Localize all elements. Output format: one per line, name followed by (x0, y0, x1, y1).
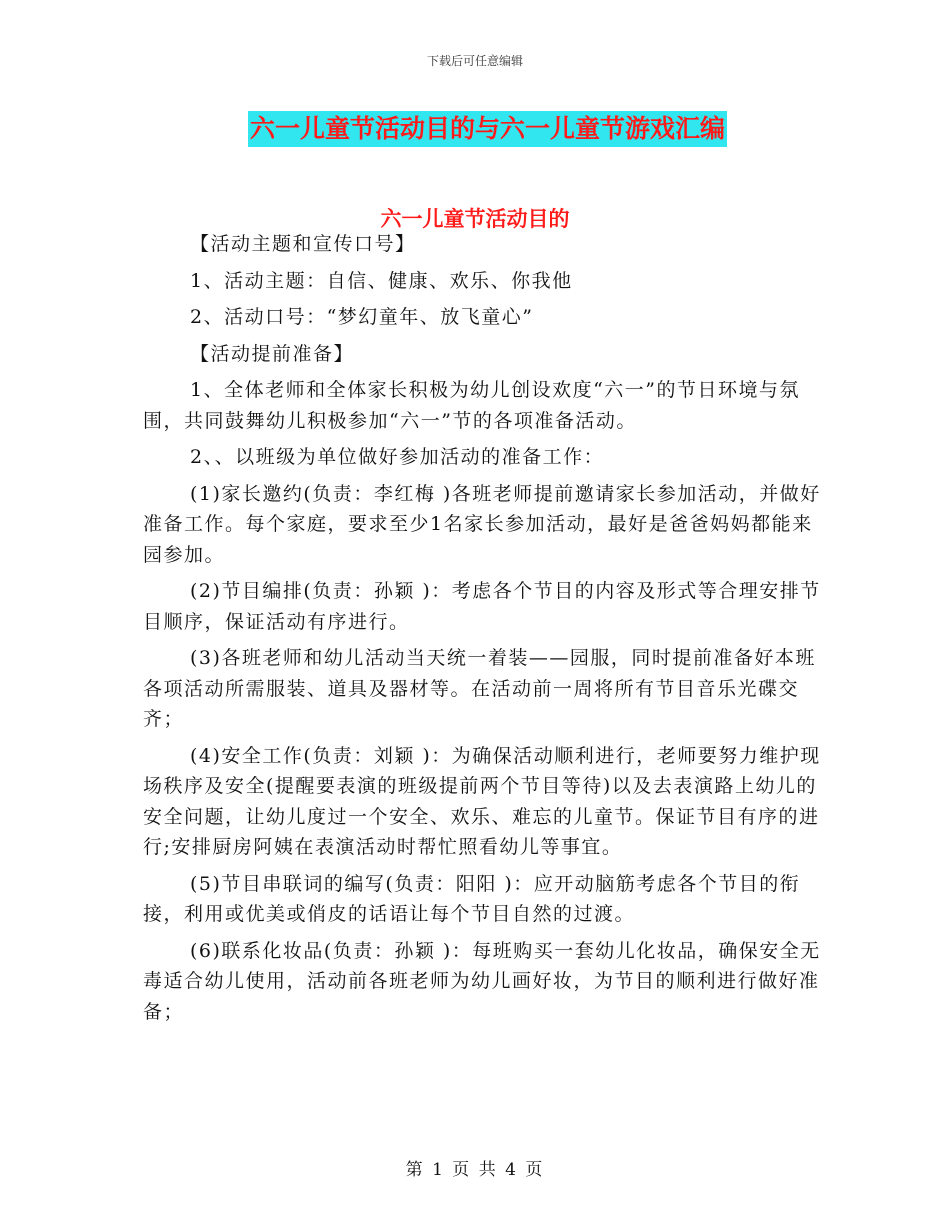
paragraph-prep-heading: 【活动提前准备】 (190, 342, 355, 365)
paragraph-item-6: (6)联系化妆品(负责：孙颖 )：每班购买一套幼儿化妆品，确保安全无毒适合幼儿使用，活动前各班老师为幼儿画好妆，为节目的顺利进行做好准备； (143, 939, 821, 1023)
section-title: 六一儿童节活动目的 (380, 207, 570, 231)
paragraph-item-3: (3)各班老师和幼儿活动当天统一着装——园服，同时提前准备好本班各项活动所需服装、道具及器材等。在活动前一周将所有节目音乐光碟交齐； (143, 647, 816, 730)
paragraph-item-1: (1)家长邀约(负责：李红梅 )各班老师提前邀请家长参加活动，并做好准备工作。每个家庭，要求至少1名家长参加活动，最好是爸爸妈妈都能来园参加。 (143, 482, 821, 566)
paragraph-prep-2: 2、、以班级为单位做好参加活动的准备工作： (190, 446, 605, 468)
paragraph-theme-heading: 【活动主题和宣传口号】 (190, 233, 416, 255)
paragraph-theme: 1、活动主题：自信、健康、欢乐、你我他 (190, 269, 573, 292)
paragraph-prep-1: 1、全体老师和全体家长积极为幼儿创设欢度“六一”的节日环境与氛围，共同鼓舞幼儿积极参加“六一”节的各项准备活动。 (143, 379, 801, 432)
paragraph-item-4: (4)安全工作(负责：刘颖 )：为确保活动顺利进行，老师要努力维护现场秩序及安全(提醒要表演的班级提前两个节目等待)以及去表演路上幼儿的安全问题，让幼儿度过一个安全、欢乐、难忘的儿童节。保证节目有序的进行;安排厨房阿姨在表演活动时帮忙照看幼儿等事宜。 (143, 744, 821, 858)
paragraph-slogan: 2、活动口号：“梦幻童年、放飞童心” (190, 306, 534, 328)
page-footer: 第 1 页 共 4 页 (405, 1160, 545, 1180)
header-note: 下载后可任意编辑 (426, 54, 523, 68)
document-body (143, 229, 823, 1033)
paragraph-item-2: (2)节目编排(负责：孙颖 )：考虑各个节目的内容及形式等合理安排节目顺序，保证活动有序进行。 (143, 580, 821, 633)
main-title: 六一儿童节活动目的与六一儿童节游戏汇编 (248, 111, 727, 147)
paragraph-item-5: (5)节目串联词的编写(负责：阳阳 )：应开动脑筋考虑各个节目的衔接，利用或优美或俏皮的话语让每个节目自然的过渡。 (143, 872, 801, 925)
